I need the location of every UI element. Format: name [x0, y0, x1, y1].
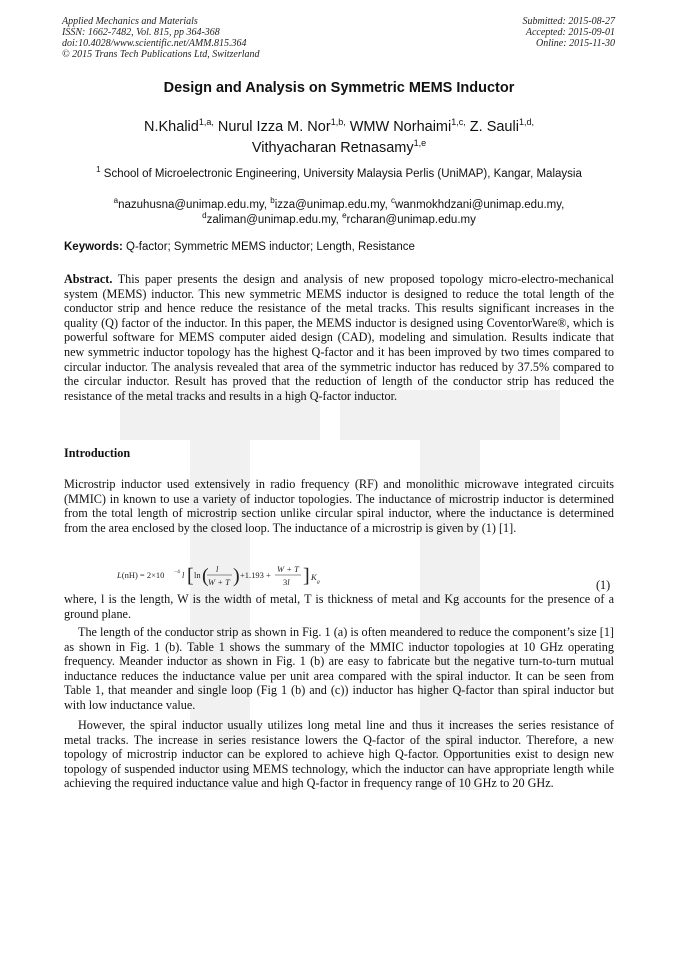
svg-text:(: (: [202, 565, 209, 587]
svg-text:): ): [233, 565, 240, 587]
svg-text:l: l: [216, 564, 219, 574]
issn-line: ISSN: 1662-7482, Vol. 815, pp 364-368: [62, 27, 220, 38]
svg-text:l: l: [182, 570, 185, 580]
email: wanmokhdzani@unimap.edu.my,: [394, 199, 565, 211]
paragraph-text: The length of the conductor strip as shown in Fig. 1 (a) is often meandered to reduce the component’s size [1] as shown in Fig. 1 (b). Table 1 shows the summary of the MMIC inductor topologies at 10 GHz operating frequency. Meander inductor as shown in Fig. 1 (b) are easy to fabricate but the negative turn-to-turn mutual inductance reduces the inductance value per unit area compared with the spiral inductor. It can be seen from Table 1, that meander and single loop (Fig 1 (b) and (c)) inductor has higher Q-factor than spiral inductor but with low inductance value.: [64, 625, 614, 712]
journal-name: Applied Mechanics and Materials: [62, 16, 198, 27]
author-list: [0, 117, 678, 159]
journal-header-right: [523, 16, 616, 49]
abstract-text: This paper presents the design and analysis of new proposed topology micro-electro-mechanical system (MEMS) inductor. This new symmetric MEMS inductor is designed to reduce the total length of the conductor strip and hence reduce the resistance of the metal tracks. This results significant increases in the quality (Q) factor of the inductor. In this paper, the MEMS inductor is designed using CoventorWare®, which is powerful software for MEMS computer aided design (CAD), modeling and simulation. Results indicate that new symmetric inductor topology has the highest Q-factor and it has been improved by two times compared to circular inductor. The analysis revealed that area of the symmetric inductor has reduced by 37.5% compared to the circular inductor. Result has proved that the reduction of length of the conductor strip has reduced the resistance of the metal tracks and results in a high Q-factor inductor.: [64, 272, 614, 403]
author-affiliation-mark: 1,e: [413, 138, 427, 148]
online-date: Online: 2015-11-30: [536, 38, 615, 49]
abstract: [64, 272, 614, 403]
svg-text:3l: 3l: [283, 577, 290, 587]
keywords-line: [64, 241, 624, 253]
intro-paragraph-1: [64, 477, 614, 535]
paper-title: Design and Analysis on Symmetric MEMS Inductor: [163, 80, 515, 96]
keywords-text: Q-factor; Symmetric MEMS inductor; Length, Resistance: [126, 241, 415, 253]
author-affiliation-mark: 1,b,: [330, 117, 346, 127]
svg-text:W + T: W + T: [208, 577, 230, 587]
affiliation: [0, 165, 678, 180]
doi-line: doi:10.4028/www.scientific.net/AMM.815.364: [62, 38, 247, 49]
svg-text:L(nH) = 2×10: L(nH) = 2×10: [117, 570, 165, 580]
svg-text:]: ]: [303, 565, 310, 587]
intro-paragraph-2: [64, 625, 614, 713]
inductance-equation: [117, 561, 337, 591]
svg-text:W + T: W + T: [277, 564, 299, 574]
author-affiliation-mark: 1,a,: [198, 117, 214, 127]
email-mark: d: [202, 211, 207, 220]
author-name: Vithyacharan Retnasamy: [251, 140, 414, 156]
journal-header-left: [62, 16, 260, 60]
affiliation-mark: 1: [96, 165, 101, 174]
author-affiliation-mark: 1,c,: [451, 117, 466, 127]
email: zaliman@unimap.edu.my,: [206, 214, 339, 226]
section-heading-introduction: Introduction: [64, 446, 131, 460]
affiliation-text: School of Microelectronic Engineering, University Malaysia Perlis (UniMAP), Kangar, Malaysia: [103, 168, 582, 180]
email-mark: c: [390, 196, 395, 205]
email: izza@unimap.edu.my,: [274, 199, 388, 211]
author-name: WMW Norhaimi: [349, 119, 452, 135]
email-mark: e: [342, 211, 347, 220]
svg-text:[: [: [187, 565, 194, 587]
accepted-date: Accepted: 2015-09-01: [525, 27, 615, 38]
keywords-label: Keywords:: [64, 241, 123, 253]
intro-paragraph-3: [64, 718, 614, 791]
author-name: Nurul Izza M. Nor: [217, 119, 331, 135]
email-mark: b: [270, 196, 275, 205]
svg-text:−4: −4: [174, 569, 180, 575]
paragraph-text: Microstrip inductor used extensively in radio frequency (RF) and monolithic microwave integrated circuits (MMIC) in known to use a variety of inductor topologies. The inductance of microstrip inductor is determined from the total length of microstrip section unlike circular spiral inductor, where the inductance is determined from the area enclosed by the closed loop. The inductance of a microstrip is given by (1) [1].: [64, 477, 614, 535]
svg-text:K: K: [311, 572, 317, 582]
svg-text:g: g: [317, 579, 320, 585]
paragraph-text: where, l is the length, W is the width of metal, T is thickness of metal and Kg accounts for the presence of a ground plane.: [64, 592, 614, 621]
author-emails: [0, 198, 678, 228]
paragraph-text: However, the spiral inductor usually utilizes long metal line and thus it increases the series resistance of metal tracks. The increase in series resistance lowers the Q-factor of the spiral inductor. Therefore, a new topology of microstrip inductor can be explored to achieve high Q-factor. Opportunities exist to design new topology of suspended inductor using MEMS technology, which the inductor can have appropriate length while achieving the required inductance value and high Q-factor in frequency range of 10 GHz to 20 GHz.: [64, 718, 614, 791]
author-name: Z. Sauli: [469, 119, 519, 135]
submitted-date: Submitted: 2015-08-27: [522, 16, 615, 27]
svg-text:ln: ln: [194, 570, 201, 580]
intro-where-text: [64, 592, 614, 621]
abstract-label: Abstract.: [64, 272, 113, 286]
equation-number: (1): [596, 578, 611, 592]
email: nazuhusna@unimap.edu.my,: [118, 199, 268, 211]
svg-text:+1.193 +: +1.193 +: [240, 570, 271, 580]
author-name: N.Khalid: [144, 119, 199, 135]
email-mark: a: [113, 196, 119, 205]
copyright-line: © 2015 Trans Tech Publications Ltd, Switzerland: [62, 49, 260, 60]
email: rcharan@unimap.edu.my: [346, 214, 476, 226]
author-affiliation-mark: 1,d,: [518, 117, 534, 127]
